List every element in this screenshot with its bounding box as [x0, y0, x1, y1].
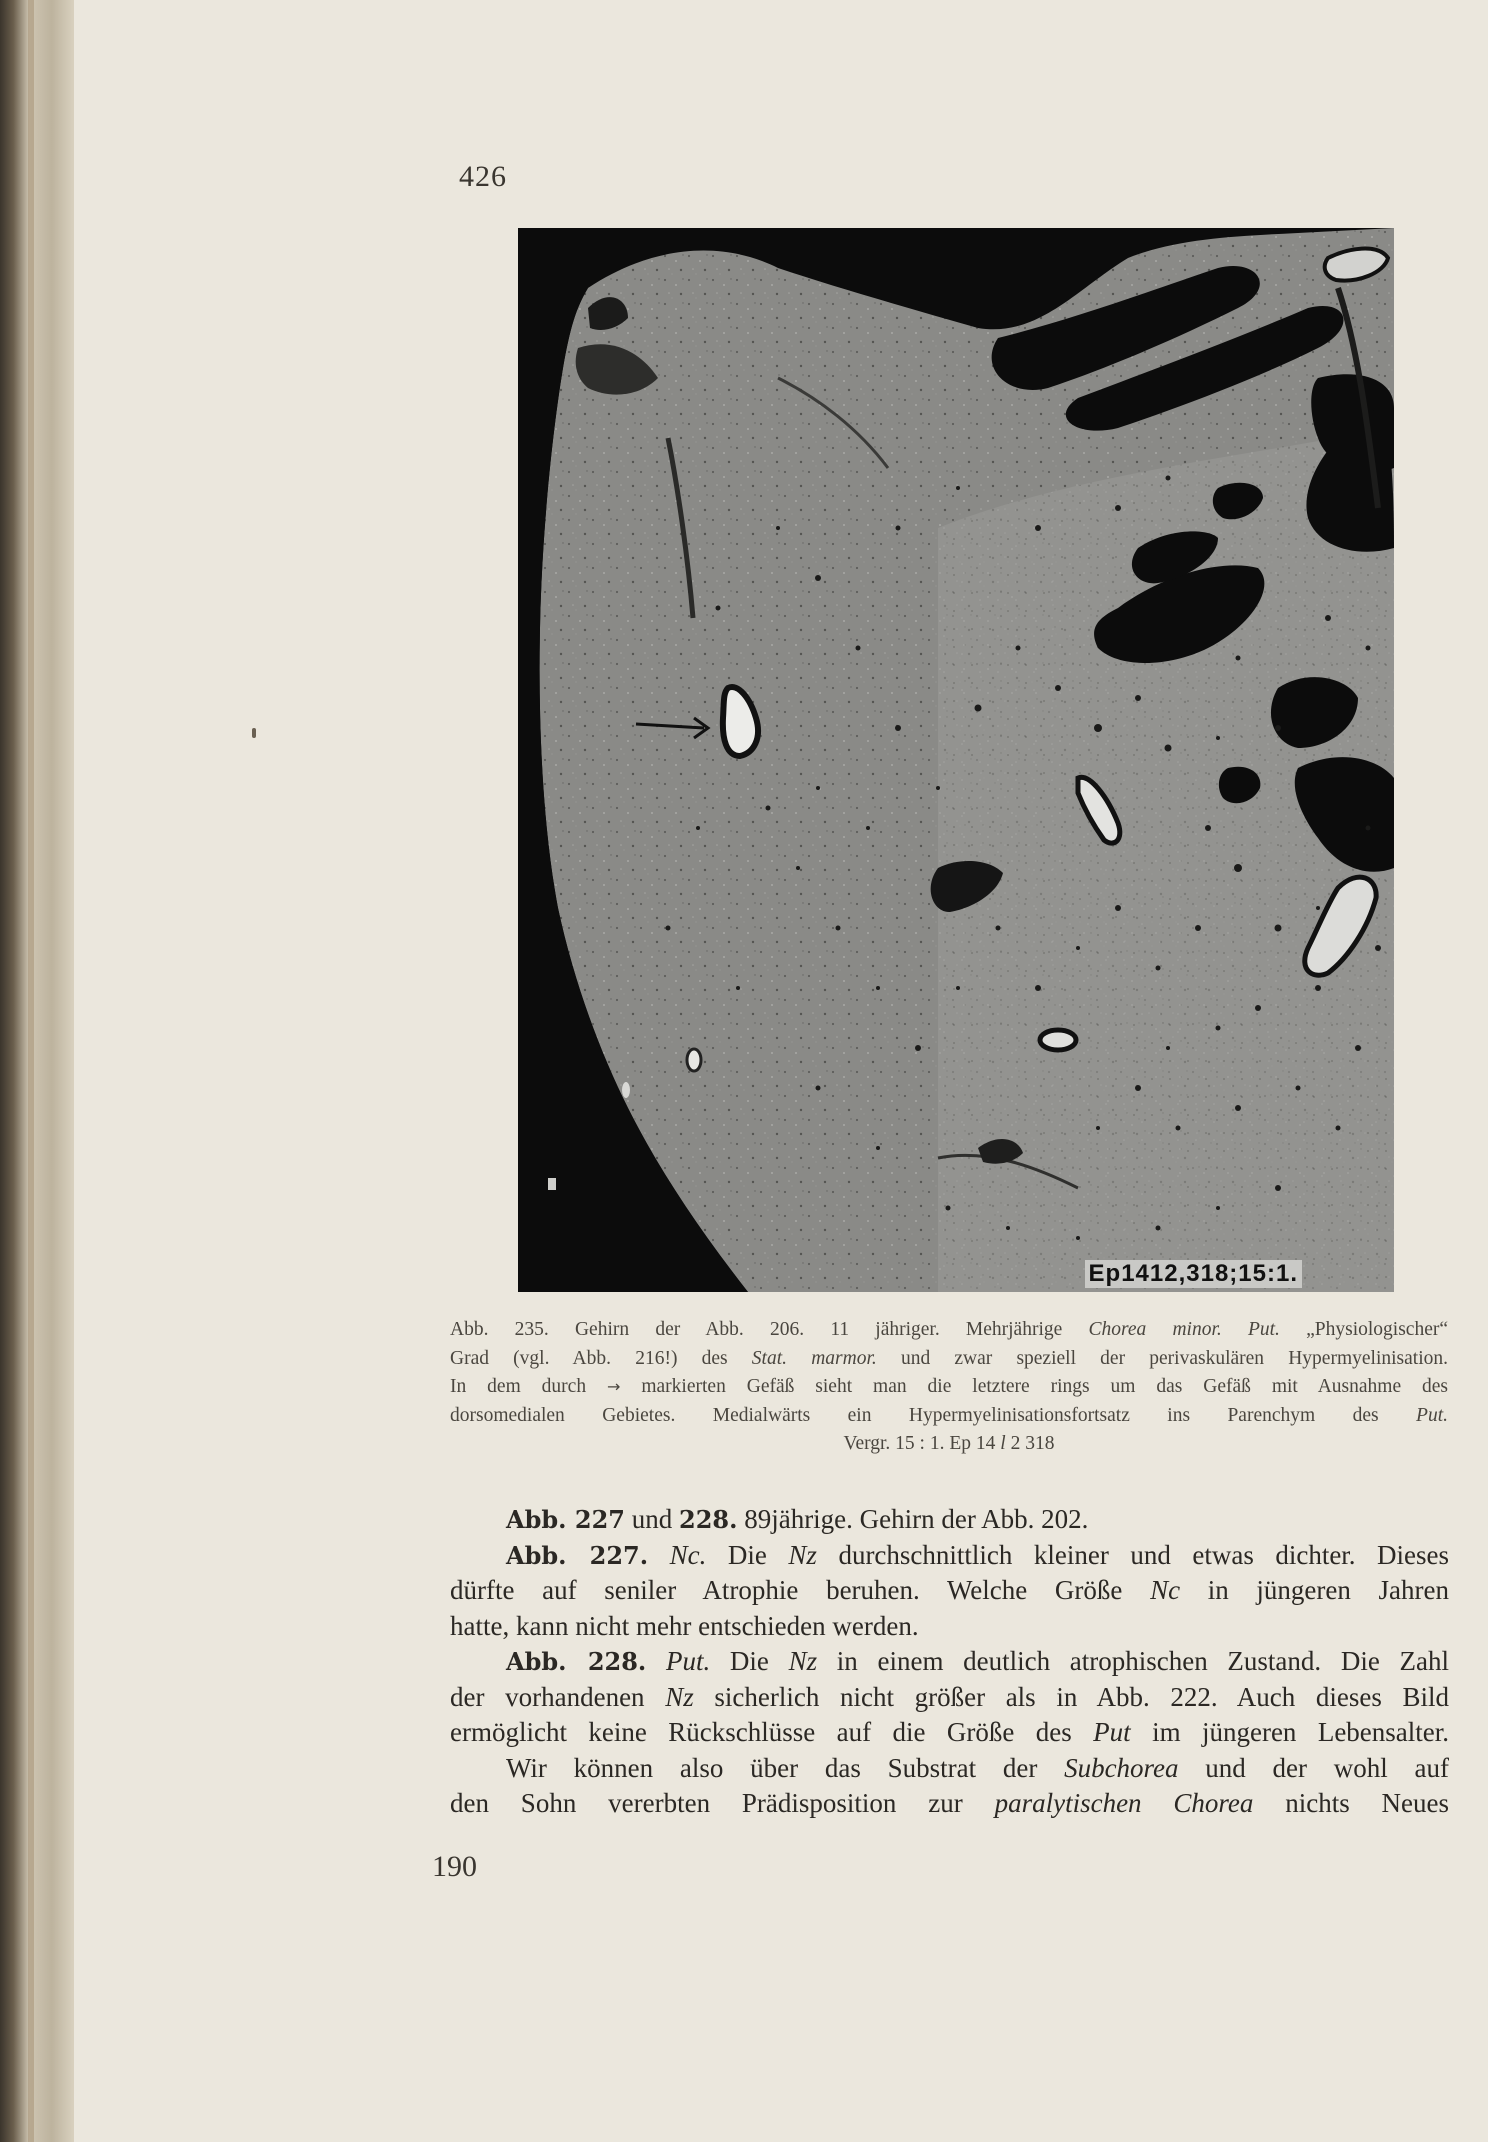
arrow-icon: → — [607, 1377, 621, 1396]
page-number: 426 — [459, 160, 507, 193]
paragraph-3-line-3: ermöglicht keine Rückschlüsse auf die Größe des Put im jüngeren Lebensalter. — [450, 1717, 1450, 1747]
spine-strip — [28, 0, 34, 2142]
paragraph-2-line-3: hatte, kann nicht mehr entschieden werden. — [450, 1610, 919, 1641]
paragraph-3-line-1: Abb. 228. Put. Die Nz in einem deutlich atrophischen Zustand. Die Zahl — [506, 1646, 1449, 1676]
paragraph-4-line-2: den Sohn vererbten Prädisposition zur paralytischen Chorea nichts Neues — [450, 1788, 1449, 1818]
micrograph-image — [518, 228, 1394, 1292]
book-page — [74, 0, 1488, 2142]
paragraph-2-line-2: dürfte auf seniler Atrophie beruhen. Welche Größe Nc in jüngeren Jahren — [450, 1575, 1450, 1605]
page-smudge — [252, 728, 256, 738]
footer-signature: 190 — [432, 1850, 477, 1883]
figure-caption — [450, 1316, 1448, 1459]
caption-line-3: In dem durch → markierten Gefäß sieht man die letztere rings um das Gefäß mit Ausnahme des — [450, 1373, 1448, 1402]
caption-line-5: Vergr. 15 : 1. Ep 14 l 2 318 — [843, 1433, 1055, 1454]
caption-line-1: Abb. 235. Gehirn der Abb. 206. 11 jähriger. Mehrjährige Chorea minor. Put. „Physiologischer“ — [450, 1319, 1448, 1340]
caption-line-4: dorsomedialen Gebietes. Medialwärts ein Hypermyelinisationsfortsatz ins Parenchym des Put. — [450, 1404, 1449, 1426]
paragraph-2-line-1: Abb. 227. Nc. Die Nz durchschnittlich kleiner und etwas dichter. Dieses — [506, 1539, 1450, 1570]
paragraph-3-line-2: der vorhandenen Nz sicherlich nicht größer als in Abb. 222. Auch dieses Bild — [450, 1681, 1450, 1712]
micrograph-figure — [518, 228, 1394, 1292]
plate-label: Ep1412,318;15:1. — [1085, 1260, 1302, 1288]
book-spine-edge — [0, 0, 74, 2142]
body-text — [450, 1502, 1449, 1822]
paragraph-1: Abb. 227 und 228. 89jährige. Gehirn der Abb. 202. — [506, 1504, 1089, 1534]
caption-line-2: Grad (vgl. Abb. 216!) des Stat. marmor. und zwar speziell der perivaskulären Hypermyelinisation. — [450, 1347, 1448, 1369]
paragraph-4-line-1: Wir können also über das Substrat der Subchorea und der wohl auf — [506, 1752, 1449, 1783]
